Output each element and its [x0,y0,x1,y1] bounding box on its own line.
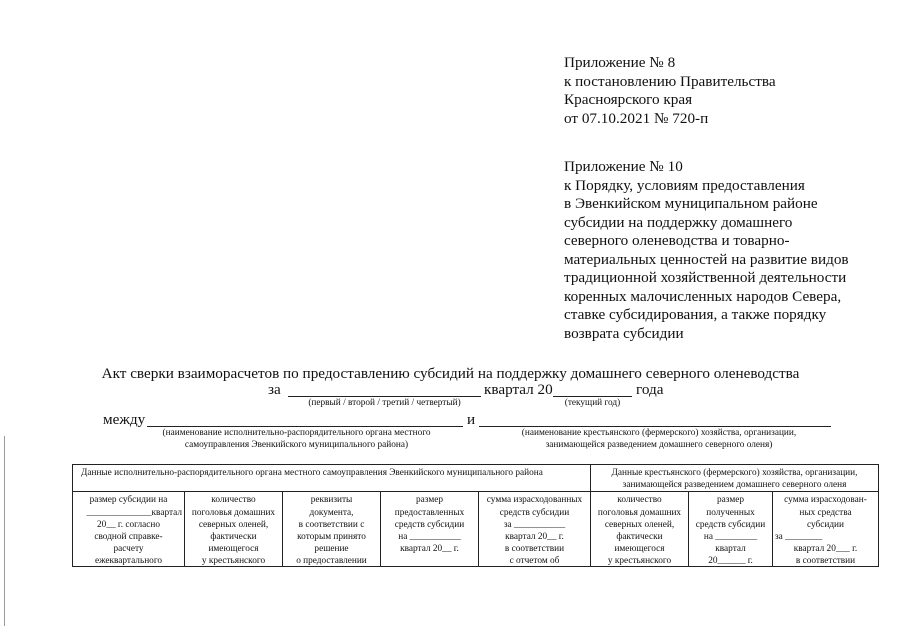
column-spent-subsidy-amount-authority [479,492,591,567]
column-text-line: на _________ [703,532,758,543]
column-text-line: средств субсидии [695,519,766,530]
column-text-line: ежеквартального [94,556,163,567]
column-provided-subsidy-amount [381,492,479,567]
column-text-line: субсидии [806,519,845,530]
appendix-10-line: к Порядку, условиям предоставления [564,176,805,194]
authority-caption-line-1: (наименование исполнительно-распорядительного органа местного [162,428,431,438]
column-text-line: квартал [715,544,746,555]
column-text-line: ______________квартал [86,507,182,518]
column-text-line: у крестьянского [607,556,672,567]
farm-data-header [591,465,879,492]
appendix-10-line: северного оленеводства и товарно- [564,232,790,249]
column-text-line: 20__ г. согласно [97,519,160,530]
column-text-line: ных средства [799,507,852,518]
column-text-line: количество [211,495,256,506]
column-text-line: средств субсидии [394,519,465,530]
appendix-10-line: коренных малочисленных народов Севера, [564,287,842,305]
appendix-8-line: к постановлению Правительства [564,72,776,90]
column-spent-subsidy-amount-farm [773,492,879,567]
farm-caption-line-2: занимающейся разведением домашнего северного оленя) [545,439,773,450]
quarter-caption: (первый / второй / третий / четвертый) [308,398,461,408]
column-text-line: сумма израсходованных [486,495,583,506]
farm-caption [488,428,830,451]
column-text-line: размер [717,495,744,506]
column-text-line: за ___________ [503,519,566,530]
farm-blank-line [479,426,831,427]
column-reindeer-count-authority [185,492,283,567]
appendix-10-line: традиционной хозяйственной деятельности [564,269,847,286]
column-text-line: о предоставлении [296,556,367,567]
column-text-line: поголовья домашних [597,507,682,518]
farm-data-header-line-1: Данные крестьянского (фермерского) хозяйства, организации, [611,468,858,478]
quarter-label: квартал 20 [484,381,553,398]
farm-data-header-line-2: занимающейся разведением домашнего северного оленя [622,480,847,491]
appendix-8-line: Красноярского края [564,91,693,108]
column-text-line: количество [617,495,662,506]
year-label: года [636,381,664,398]
quarter-blank-line [288,396,481,397]
column-text-line: средств субсидии [499,507,570,518]
column-text-line: у крестьянского [201,556,266,567]
column-text-line: которым принято [297,532,366,543]
column-text-line: в соответствии [504,544,565,555]
column-text-line: полученных [706,507,755,518]
scan-edge-line [4,436,5,626]
column-text-line: размер субсидии на [89,495,168,506]
authority-caption-line-2: самоуправления Эвенкийского муниципального района) [184,439,409,450]
appendix-10-line: Приложение № 10 [564,158,683,175]
authority-data-header: Данные исполнительно-распорядительного органа местного самоуправления Эвенкийского муниципального района [73,465,591,492]
column-text-line: с отчетом об [509,556,560,567]
and-label: и [467,411,476,428]
column-text-line: на ___________ [398,532,461,543]
column-text-line: реквизиты [310,495,353,506]
column-text-line: фактически [616,532,663,543]
farm-caption-line-1: (наименование крестьянского (фермерского) хозяйства, организации, [521,428,797,438]
column-text-line: предоставленных [394,507,465,518]
between-label: между [103,411,146,428]
column-text-line: за ________ [775,532,823,543]
column-text-line: сводной справке- [94,532,163,543]
column-received-subsidy-amount [689,492,773,567]
appendix-10-block [564,158,849,343]
column-text-line: в соответствии с [298,519,365,530]
column-text-line: квартал 20__ г. [400,544,459,555]
column-text-line: 20______ г. [708,556,753,567]
column-text-line: решение [314,544,349,555]
appendix-10-line: в Эвенкийском муниципальном районе [564,195,818,212]
column-text-line: имеющегося [614,544,665,555]
column-decision-document-details [283,492,381,567]
appendix-8-block [564,54,776,128]
appendix-8-line: Приложение № 8 [564,54,676,71]
act-title: Акт сверки взаиморасчетов по предоставлению субсидий на поддержку домашнего северного оленеводства [101,365,800,382]
column-text-line: поголовья домашних [191,507,276,518]
column-text-line: фактически [210,532,257,543]
column-text-line: сумма израсходован- [784,495,867,506]
for-label: за [268,381,281,398]
appendix-10-line: возврата субсидии [564,324,684,342]
authority-blank-line [147,426,463,427]
column-text-line: расчету [113,544,144,555]
column-text-line: размер [416,495,443,506]
appendix-10-line: субсидии на поддержку домашнего [564,213,793,231]
column-text-line: квартал 20__ г. [505,532,564,543]
column-text-line: северных оленей, [198,519,269,530]
reconciliation-table [72,464,879,567]
authority-caption [130,428,463,451]
column-subsidy-amount-by-calculation [73,492,185,567]
column-text-line: имеющегося [208,544,259,555]
column-reindeer-count-farm [591,492,689,567]
appendix-10-line: ставке субсидирования, а также порядку [564,306,827,323]
appendix-10-line: материальных ценностей на развитие видов [564,250,849,268]
column-text-line: квартал 20___ г. [793,544,858,555]
appendix-8-line: от 07.10.2021 № 720-п [564,109,709,127]
column-text-line: в соответствии [795,556,856,567]
column-text-line: документа, [309,507,354,518]
year-caption: (текущий год) [564,398,621,408]
year-blank-line [553,396,632,397]
column-text-line: северных оленей, [604,519,675,530]
